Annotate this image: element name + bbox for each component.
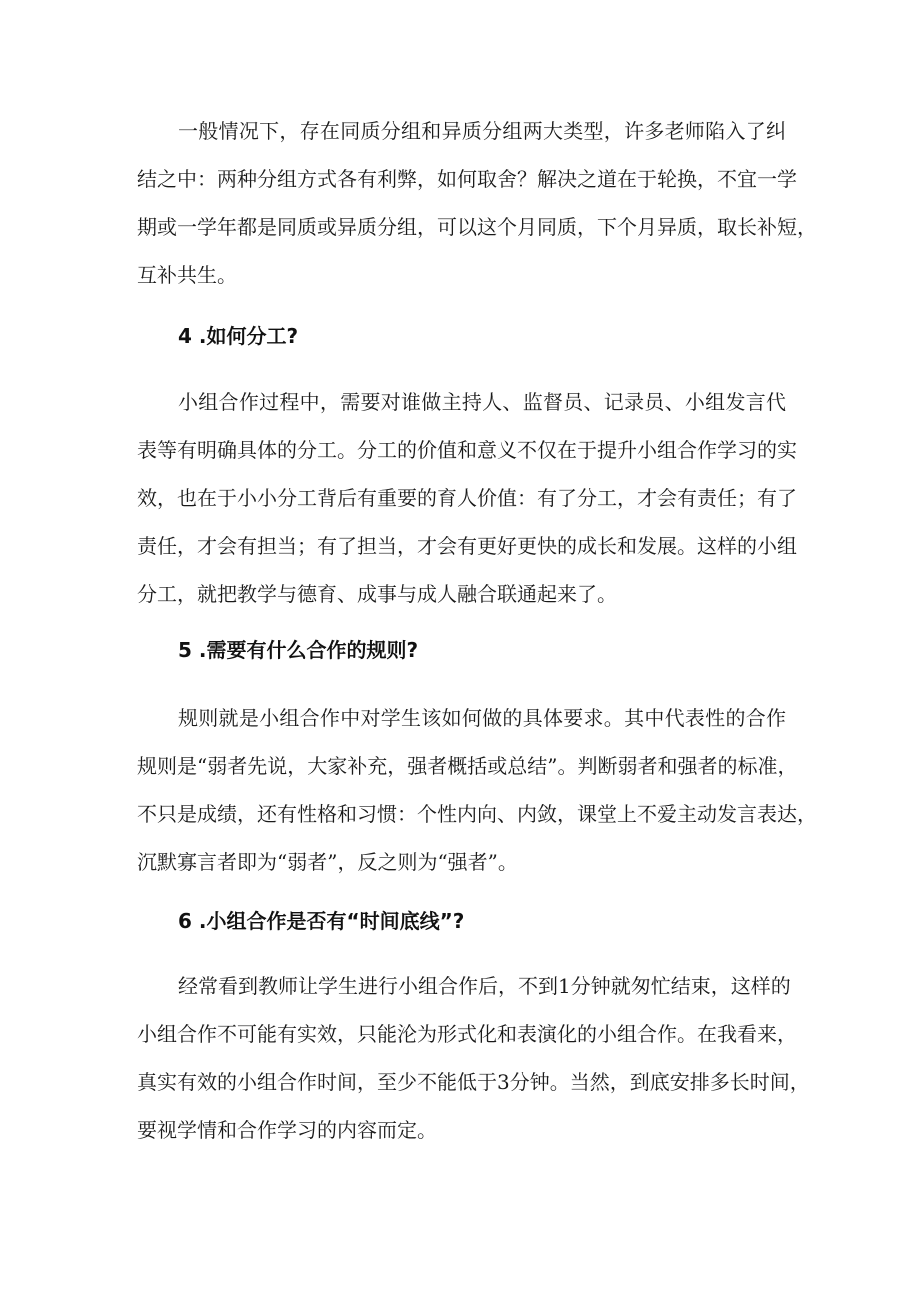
paragraph-line: 表等有明确具体的分工。分工的价值和意义不仅在于提升小组合作学习的实 bbox=[137, 438, 797, 462]
paragraph-line: 要视学情和合作学习的内容而定。 bbox=[137, 1118, 437, 1142]
paragraph-line: 沉默寡言者即为“弱者”，反之则为“强者”。 bbox=[137, 850, 518, 874]
section-heading-division-of-labor: 4 .如何分工? bbox=[178, 324, 299, 348]
paragraph-line: 规则是“弱者先说，大家补充，强者概括或总结”。判断弱者和强者的标准， bbox=[137, 754, 798, 778]
paragraph-line: 规则就是小组合作中对学生该如何做的具体要求。其中代表性的合作 bbox=[178, 706, 786, 730]
paragraph-division-of-labor bbox=[137, 378, 797, 618]
paragraph-line: 真实有效的小组合作时间，至少不能低于3分钟。当然，到底安排多长时间， bbox=[137, 1070, 810, 1094]
paragraph-grouping-types bbox=[137, 107, 817, 299]
paragraph-line: 经常看到教师让学生进行小组合作后，不到1分钟就匆忙结束，这样的 bbox=[178, 974, 791, 998]
paragraph-time-baseline bbox=[137, 962, 810, 1154]
section-heading-time-baseline: 6 .小组合作是否有“时间底线”? bbox=[178, 909, 465, 933]
paragraph-line: 小组合作过程中，需要对谁做主持人、监督员、记录员、小组发言代 bbox=[178, 390, 786, 414]
paragraph-line: 责任，才会有担当；有了担当，才会有更好更快的成长和发展。这样的小组 bbox=[137, 534, 797, 558]
paragraph-line: 不只是成绩，还有性格和习惯：个性内向、内敛，课堂上不爱主动发言表达， bbox=[137, 802, 817, 826]
paragraph-line: 结之中：两种分组方式各有利弊，如何取舍？解决之道在于轮换，不宜一学 bbox=[137, 167, 797, 191]
paragraph-line: 效，也在于小小分工背后有重要的育人价值：有了分工，才会有责任；有了 bbox=[137, 486, 797, 510]
paragraph-line: 期或一学年都是同质或异质分组，可以这个月同质，下个月异质，取长补短， bbox=[137, 215, 817, 239]
paragraph-line: 互补共生。 bbox=[137, 263, 237, 287]
paragraph-line: 一般情况下，存在同质分组和异质分组两大类型，许多老师陷入了纠 bbox=[178, 119, 786, 143]
paragraph-line: 分工，就把教学与德育、成事与成人融合联通起来了。 bbox=[137, 582, 617, 606]
section-heading-cooperation-rules: 5 .需要有什么合作的规则? bbox=[178, 638, 419, 662]
paragraph-cooperation-rules bbox=[137, 694, 817, 886]
paragraph-line: 小组合作不可能有实效，只能沦为形式化和表演化的小组合作。在我看来， bbox=[137, 1022, 797, 1046]
